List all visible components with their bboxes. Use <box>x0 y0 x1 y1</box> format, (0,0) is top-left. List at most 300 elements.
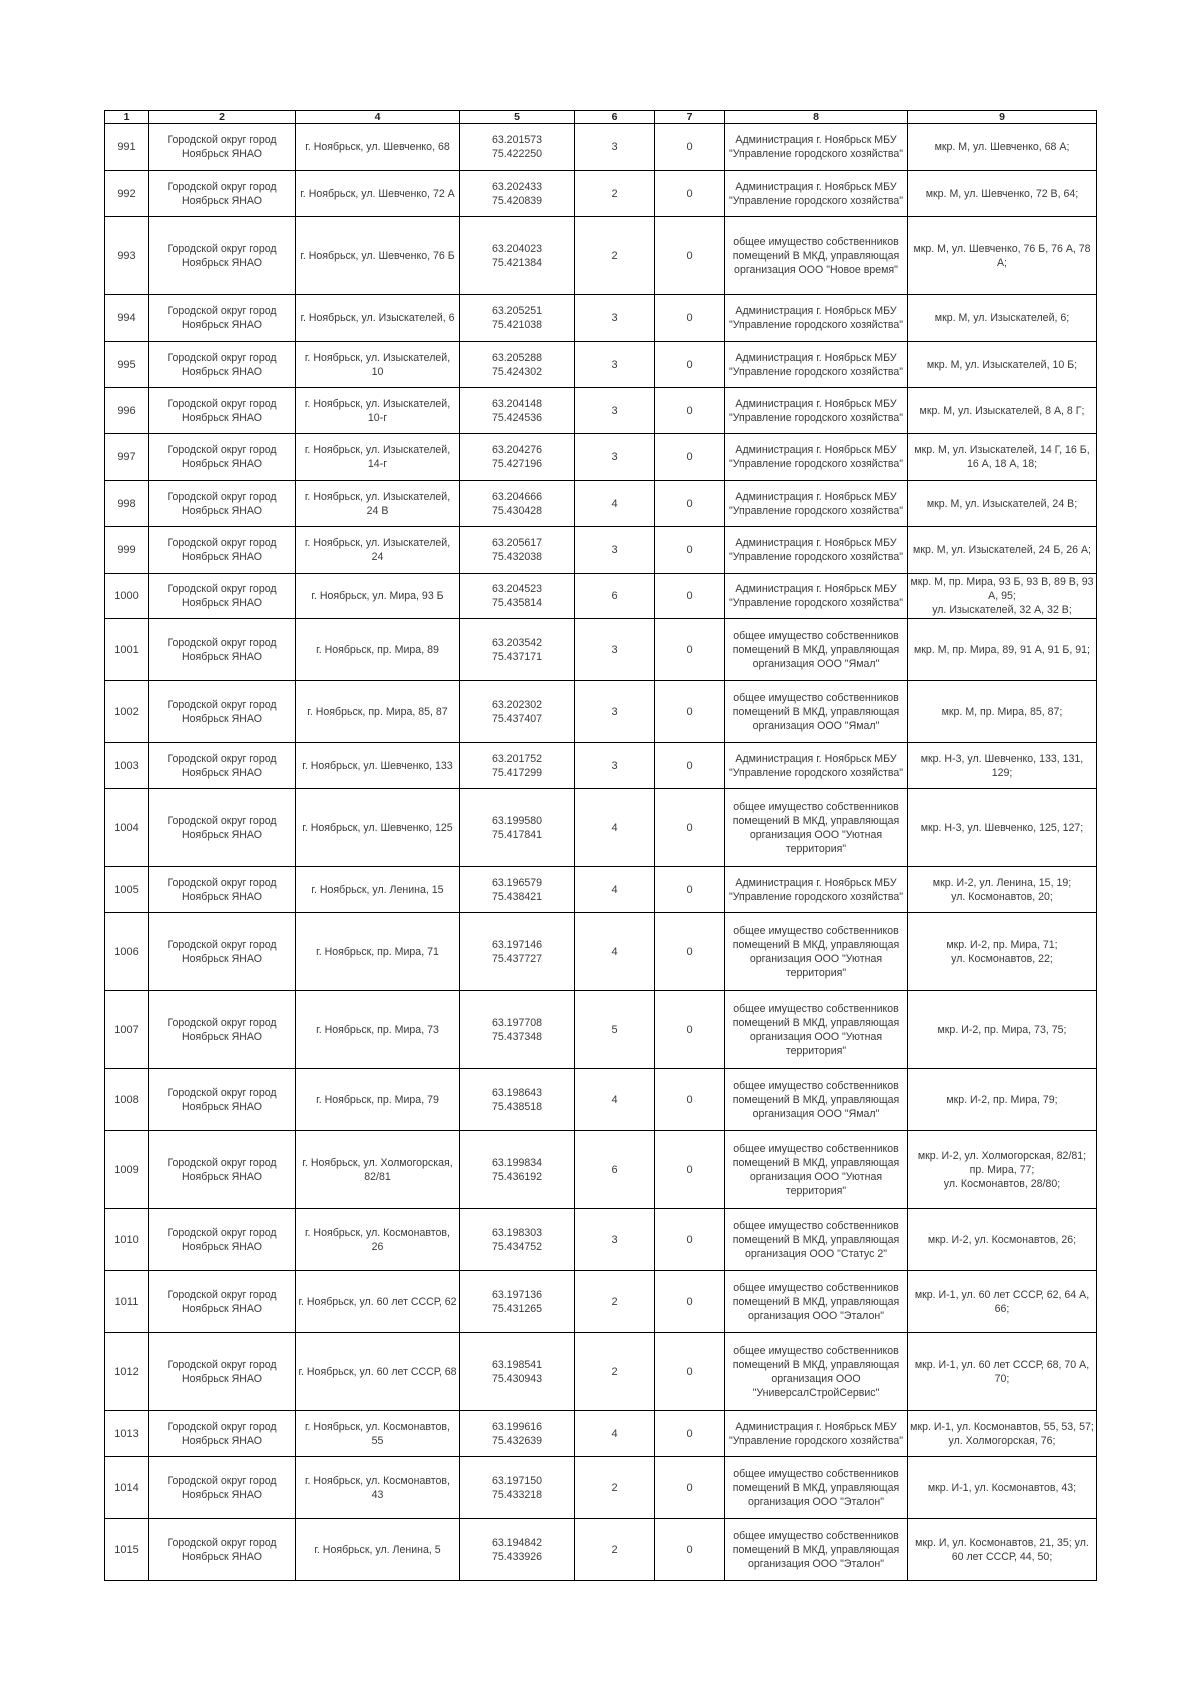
owner-cell: общее имущество собственников помещений В МКД, управляющая организация ООО "УниверсалСтройСервис" <box>725 1333 908 1411</box>
table-row <box>105 1209 1097 1271</box>
row-number: 1005 <box>105 867 149 913</box>
table-row <box>105 681 1097 743</box>
latitude: 63.202433 <box>491 180 543 193</box>
row-number: 1004 <box>105 789 149 867</box>
column-6-value: 3 <box>575 681 655 743</box>
address-cell: г. Ноябрьск, ул. Изыскателей, 14-г <box>296 434 460 481</box>
coordinates-cell <box>460 681 575 743</box>
column-6-value: 6 <box>575 574 655 619</box>
table-row <box>105 867 1097 913</box>
column-7-value: 0 <box>655 527 725 574</box>
row-number: 997 <box>105 434 149 481</box>
column-7-value: 0 <box>655 867 725 913</box>
municipality-cell: Городской округ город Ноябрьск ЯНАО <box>149 527 296 574</box>
longitude: 75.432038 <box>491 551 543 563</box>
served-addresses-cell <box>908 171 1097 217</box>
coordinates-cell <box>460 867 575 913</box>
coordinates-cell <box>460 619 575 681</box>
coordinates-cell <box>460 124 575 171</box>
address-cell: г. Ноябрьск, ул. Изыскателей, 10 <box>296 342 460 388</box>
served-addresses-cell <box>908 867 1097 913</box>
coordinates-cell <box>460 434 575 481</box>
municipality-cell: Городской округ город Ноябрьск ЯНАО <box>149 171 296 217</box>
table-row <box>105 217 1097 295</box>
column-7-value: 0 <box>655 1411 725 1457</box>
column-header: 7 <box>655 111 725 124</box>
longitude: 75.437407 <box>491 712 543 725</box>
latitude: 63.204523 <box>491 583 543 595</box>
coordinates-cell <box>460 527 575 574</box>
coordinates-cell <box>460 913 575 991</box>
coordinates-cell <box>460 789 575 867</box>
longitude: 75.434752 <box>491 1240 543 1253</box>
served-addresses: мкр. М, пр. Мира, 89, 91 А, 91 Б, 91; <box>914 643 1090 656</box>
longitude: 75.437171 <box>491 650 543 663</box>
header-row <box>105 111 1097 124</box>
owner-cell: общее имущество собственников помещений В МКД, управляющая организация ООО "Эталон" <box>725 1271 908 1333</box>
served-addresses: мкр. И-1, ул. 60 лет СССР, 68, 70 А, 70; <box>914 1358 1090 1385</box>
latitude: 63.194842 <box>491 1536 543 1549</box>
served-addresses-cell <box>908 991 1097 1069</box>
latitude: 63.201752 <box>491 752 543 765</box>
column-6-value: 3 <box>575 619 655 681</box>
longitude: 75.427196 <box>491 458 543 470</box>
served-addresses-cell <box>908 1457 1097 1519</box>
table-row <box>105 913 1097 991</box>
latitude: 63.196579 <box>491 876 543 889</box>
served-addresses-cell <box>908 481 1097 527</box>
table-row <box>105 1333 1097 1411</box>
table-row <box>105 789 1097 867</box>
served-addresses: мкр. М, ул. Изыскателей, 6; <box>934 312 1070 324</box>
latitude: 63.197136 <box>491 1288 543 1301</box>
column-6-value: 6 <box>575 1131 655 1209</box>
longitude: 75.424302 <box>491 365 543 378</box>
address-cell: г. Ноябрьск, ул. 60 лет СССР, 68 <box>296 1333 460 1411</box>
longitude: 75.433926 <box>491 1550 543 1563</box>
coordinates-cell <box>460 1069 575 1131</box>
served-addresses: мкр. М, ул. Изыскателей, 24 В; <box>926 497 1078 510</box>
column-6-value: 5 <box>575 991 655 1069</box>
served-addresses-cell <box>908 1131 1097 1209</box>
row-number: 1000 <box>105 574 149 619</box>
column-6-value: 2 <box>575 1519 655 1581</box>
municipality-cell: Городской округ город Ноябрьск ЯНАО <box>149 388 296 434</box>
row-number: 1003 <box>105 743 149 789</box>
latitude: 63.199834 <box>491 1156 543 1169</box>
served-addresses: мкр. И-2, ул. Космонавтов, 26; <box>927 1233 1077 1246</box>
owner-cell: Администрация г. Ноябрьск МБУ "Управление городского хозяйства" <box>725 124 908 171</box>
municipality-cell: Городской округ город Ноябрьск ЯНАО <box>149 1131 296 1209</box>
municipality-cell: Городской округ город Ноябрьск ЯНАО <box>149 217 296 295</box>
latitude: 63.204276 <box>491 444 543 456</box>
municipality-cell: Городской округ город Ноябрьск ЯНАО <box>149 1519 296 1581</box>
coordinates-cell <box>460 574 575 619</box>
column-6-value: 4 <box>575 867 655 913</box>
coordinates-cell <box>460 1131 575 1209</box>
latitude: 63.198303 <box>491 1226 543 1239</box>
coordinates-cell <box>460 743 575 789</box>
registry-table <box>104 110 1097 1581</box>
table-row <box>105 342 1097 388</box>
column-header: 5 <box>460 111 575 124</box>
coordinates-cell <box>460 1519 575 1581</box>
owner-cell: общее имущество собственников помещений В МКД, управляющая организация ООО "Эталон" <box>725 1457 908 1519</box>
served-addresses-cell <box>908 527 1097 574</box>
address-cell: г. Ноябрьск, ул. Изыскателей, 24 <box>296 527 460 574</box>
served-addresses: мкр. И-1, ул. 60 лет СССР, 62, 64 А, 66; <box>914 1288 1090 1315</box>
served-addresses-cell <box>908 388 1097 434</box>
address-cell: г. Ноябрьск, пр. Мира, 89 <box>296 619 460 681</box>
address-cell: г. Ноябрьск, ул. Космонавтов, 43 <box>296 1457 460 1519</box>
owner-cell: Администрация г. Ноябрьск МБУ "Управление городского хозяйства" <box>725 481 908 527</box>
longitude: 75.421384 <box>491 256 543 269</box>
served-addresses: мкр. М, ул. Шевченко, 68 А; <box>934 141 1070 153</box>
row-number: 996 <box>105 388 149 434</box>
table-row <box>105 481 1097 527</box>
column-7-value: 0 <box>655 295 725 342</box>
column-7-value: 0 <box>655 1069 725 1131</box>
served-addresses: мкр. М, ул. Изыскателей, 24 Б, 26 А; <box>913 544 1091 556</box>
column-6-value: 2 <box>575 1271 655 1333</box>
address-cell: г. Ноябрьск, ул. Космонавтов, 26 <box>296 1209 460 1271</box>
latitude: 63.197150 <box>491 1474 543 1487</box>
latitude: 63.205288 <box>491 351 543 364</box>
longitude: 75.436192 <box>491 1170 543 1183</box>
address-cell: г. Ноябрьск, ул. Мира, 93 Б <box>296 574 460 619</box>
column-7-value: 0 <box>655 1271 725 1333</box>
table-row <box>105 574 1097 619</box>
longitude: 75.438518 <box>491 1100 543 1113</box>
owner-cell: Администрация г. Ноябрьск МБУ "Управление городского хозяйства" <box>725 743 908 789</box>
row-number: 998 <box>105 481 149 527</box>
longitude: 75.424536 <box>491 411 543 424</box>
row-number: 1014 <box>105 1457 149 1519</box>
coordinates-cell <box>460 1209 575 1271</box>
table-row <box>105 295 1097 342</box>
municipality-cell: Городской округ город Ноябрьск ЯНАО <box>149 1209 296 1271</box>
column-7-value: 0 <box>655 1457 725 1519</box>
coordinates-cell <box>460 1411 575 1457</box>
longitude: 75.430943 <box>491 1372 543 1385</box>
table-row <box>105 991 1097 1069</box>
served-addresses: мкр. Н-3, ул. Шевченко, 125, 127; <box>920 821 1084 834</box>
table-row <box>105 1411 1097 1457</box>
municipality-cell: Городской округ город Ноябрьск ЯНАО <box>149 681 296 743</box>
owner-cell: общее имущество собственников помещений В МКД, управляющая организация ООО "Ямал" <box>725 1069 908 1131</box>
table-row <box>105 1457 1097 1519</box>
column-6-value: 2 <box>575 1333 655 1411</box>
served-addresses-cell <box>908 217 1097 295</box>
served-addresses: мкр. И-2, ул. Холмогорская, 82/81; пр. Мира, 77; ул. Космонавтов, 28/80; <box>917 1149 1087 1190</box>
column-header: 9 <box>908 111 1097 124</box>
column-7-value: 0 <box>655 342 725 388</box>
served-addresses: мкр. И-2, ул. Ленина, 15, 19; ул. Космонавтов, 20; <box>932 876 1072 903</box>
municipality-cell: Городской округ город Ноябрьск ЯНАО <box>149 789 296 867</box>
column-7-value: 0 <box>655 789 725 867</box>
owner-cell: Администрация г. Ноябрьск МБУ "Управление городского хозяйства" <box>725 388 908 434</box>
served-addresses-cell <box>908 681 1097 743</box>
served-addresses-cell <box>908 619 1097 681</box>
column-6-value: 4 <box>575 481 655 527</box>
column-7-value: 0 <box>655 1131 725 1209</box>
address-cell: г. Ноябрьск, ул. Ленина, 15 <box>296 867 460 913</box>
coordinates-cell <box>460 481 575 527</box>
longitude: 75.417299 <box>491 766 543 779</box>
longitude: 75.437727 <box>491 952 543 965</box>
column-6-value: 3 <box>575 124 655 171</box>
address-cell: г. Ноябрьск, ул. Шевченко, 133 <box>296 743 460 789</box>
served-addresses-cell <box>908 743 1097 789</box>
column-6-value: 3 <box>575 1209 655 1271</box>
row-number: 1010 <box>105 1209 149 1271</box>
longitude: 75.422250 <box>491 148 543 160</box>
served-addresses-cell <box>908 574 1097 619</box>
column-6-value: 3 <box>575 743 655 789</box>
column-7-value: 0 <box>655 217 725 295</box>
column-6-value: 2 <box>575 171 655 217</box>
municipality-cell: Городской округ город Ноябрьск ЯНАО <box>149 619 296 681</box>
owner-cell: Администрация г. Ноябрьск МБУ "Управление городского хозяйства" <box>725 171 908 217</box>
column-6-value: 3 <box>575 342 655 388</box>
longitude: 75.417841 <box>491 828 543 841</box>
longitude: 75.421038 <box>491 319 543 331</box>
row-number: 1009 <box>105 1131 149 1209</box>
column-7-value: 0 <box>655 681 725 743</box>
municipality-cell: Городской округ город Ноябрьск ЯНАО <box>149 434 296 481</box>
address-cell: г. Ноябрьск, пр. Мира, 79 <box>296 1069 460 1131</box>
served-addresses-cell <box>908 789 1097 867</box>
table-row <box>105 124 1097 171</box>
latitude: 63.205617 <box>491 537 543 549</box>
served-addresses-cell <box>908 1333 1097 1411</box>
column-6-value: 3 <box>575 388 655 434</box>
column-7-value: 0 <box>655 1209 725 1271</box>
column-header: 6 <box>575 111 655 124</box>
served-addresses: мкр. Н-3, ул. Шевченко, 133, 131, 129; <box>920 752 1084 779</box>
row-number: 992 <box>105 171 149 217</box>
latitude: 63.204148 <box>491 397 543 410</box>
column-header: 1 <box>105 111 149 124</box>
latitude: 63.204666 <box>491 490 543 503</box>
longitude: 75.433218 <box>491 1488 543 1501</box>
owner-cell: общее имущество собственников помещений В МКД, управляющая организация ООО "Статус 2" <box>725 1209 908 1271</box>
served-addresses-cell <box>908 913 1097 991</box>
served-addresses-cell <box>908 1271 1097 1333</box>
served-addresses-cell <box>908 1069 1097 1131</box>
owner-cell: общее имущество собственников помещений В МКД, управляющая организация ООО "Уютная территория" <box>725 1131 908 1209</box>
column-7-value: 0 <box>655 743 725 789</box>
row-number: 1002 <box>105 681 149 743</box>
address-cell: г. Ноябрьск, пр. Мира, 85, 87 <box>296 681 460 743</box>
served-addresses: мкр. М, пр. Мира, 93 Б, 93 В, 89 В, 93 А, 95; ул. Изыскателей, 32 А, 32 В; <box>910 576 1094 616</box>
owner-cell: общее имущество собственников помещений В МКД, управляющая организация ООО "Уютная территория" <box>725 991 908 1069</box>
coordinates-cell <box>460 171 575 217</box>
table-row <box>105 743 1097 789</box>
latitude: 63.203542 <box>491 636 543 649</box>
served-addresses: мкр. М, ул. Шевченко, 76 Б, 76 А, 78 А; <box>913 242 1091 269</box>
address-cell: г. Ноябрьск, ул. Холмогорская, 82/81 <box>296 1131 460 1209</box>
municipality-cell: Городской округ город Ноябрьск ЯНАО <box>149 481 296 527</box>
owner-cell: Администрация г. Ноябрьск МБУ "Управление городского хозяйства" <box>725 342 908 388</box>
latitude: 63.197146 <box>491 938 543 951</box>
municipality-cell: Городской округ город Ноябрьск ЯНАО <box>149 1271 296 1333</box>
address-cell: г. Ноябрьск, ул. Шевченко, 76 Б <box>296 217 460 295</box>
municipality-cell: Городской округ город Ноябрьск ЯНАО <box>149 913 296 991</box>
address-cell: г. Ноябрьск, ул. 60 лет СССР, 62 <box>296 1271 460 1333</box>
latitude: 63.201573 <box>491 134 543 146</box>
latitude: 63.205251 <box>491 305 543 317</box>
owner-cell: Администрация г. Ноябрьск МБУ "Управление городского хозяйства" <box>725 527 908 574</box>
municipality-cell: Городской округ город Ноябрьск ЯНАО <box>149 1457 296 1519</box>
latitude: 63.199580 <box>491 814 543 827</box>
column-6-value: 4 <box>575 1411 655 1457</box>
coordinates-cell <box>460 295 575 342</box>
column-header: 4 <box>296 111 460 124</box>
table-row <box>105 527 1097 574</box>
table-row <box>105 1519 1097 1581</box>
longitude: 75.438421 <box>491 890 543 903</box>
table-row <box>105 1069 1097 1131</box>
owner-cell: общее имущество собственников помещений В МКД, управляющая организация ООО "Уютная территория" <box>725 789 908 867</box>
served-addresses: мкр. И-1, ул. Космонавтов, 43; <box>927 1481 1077 1494</box>
column-6-value: 3 <box>575 527 655 574</box>
column-7-value: 0 <box>655 434 725 481</box>
registry-page <box>104 110 1096 1581</box>
row-number: 995 <box>105 342 149 388</box>
longitude: 75.420839 <box>491 194 543 207</box>
municipality-cell: Городской округ город Ноябрьск ЯНАО <box>149 743 296 789</box>
served-addresses: мкр. М, ул. Изыскателей, 8 А, 8 Г; <box>919 404 1085 417</box>
row-number: 1015 <box>105 1519 149 1581</box>
column-header: 2 <box>149 111 296 124</box>
column-6-value: 4 <box>575 789 655 867</box>
column-7-value: 0 <box>655 1519 725 1581</box>
table-row <box>105 1131 1097 1209</box>
row-number: 1001 <box>105 619 149 681</box>
row-number: 1008 <box>105 1069 149 1131</box>
municipality-cell: Городской округ город Ноябрьск ЯНАО <box>149 574 296 619</box>
address-cell: г. Ноябрьск, ул. Изыскателей, 10-г <box>296 388 460 434</box>
row-number: 993 <box>105 217 149 295</box>
address-cell: г. Ноябрьск, ул. Изыскателей, 6 <box>296 295 460 342</box>
row-number: 1011 <box>105 1271 149 1333</box>
owner-cell: общее имущество собственников помещений В МКД, управляющая организация ООО "Эталон" <box>725 1519 908 1581</box>
served-addresses: мкр. И-2, пр. Мира, 79; <box>946 1093 1058 1106</box>
row-number: 991 <box>105 124 149 171</box>
served-addresses: мкр. М, ул. Шевченко, 72 В, 64; <box>925 187 1079 200</box>
coordinates-cell <box>460 217 575 295</box>
owner-cell: Администрация г. Ноябрьск МБУ "Управление городского хозяйства" <box>725 295 908 342</box>
served-addresses: мкр. М, ул. Изыскателей, 14 Г, 16 Б, 16 А, 18 А, 18; <box>914 444 1090 470</box>
owner-cell: общее имущество собственников помещений В МКД, управляющая организация ООО "Уютная территория" <box>725 913 908 991</box>
coordinates-cell <box>460 342 575 388</box>
served-addresses: мкр. И-1, ул. Космонавтов, 55, 53, 57; ул. Холмогорская, 76; <box>910 1420 1094 1447</box>
municipality-cell: Городской округ город Ноябрьск ЯНАО <box>149 991 296 1069</box>
table-row <box>105 1271 1097 1333</box>
owner-cell: Администрация г. Ноябрьск МБУ "Управление городского хозяйства" <box>725 867 908 913</box>
coordinates-cell <box>460 1271 575 1333</box>
column-6-value: 3 <box>575 295 655 342</box>
column-7-value: 0 <box>655 1333 725 1411</box>
table-row <box>105 434 1097 481</box>
row-number: 999 <box>105 527 149 574</box>
column-header: 8 <box>725 111 908 124</box>
municipality-cell: Городской округ город Ноябрьск ЯНАО <box>149 1411 296 1457</box>
served-addresses-cell <box>908 1519 1097 1581</box>
owner-cell: Администрация г. Ноябрьск МБУ "Управление городского хозяйства" <box>725 574 908 619</box>
served-addresses-cell <box>908 1411 1097 1457</box>
longitude: 75.435814 <box>491 597 543 609</box>
municipality-cell: Городской округ город Ноябрьск ЯНАО <box>149 124 296 171</box>
address-cell: г. Ноябрьск, ул. Изыскателей, 24 В <box>296 481 460 527</box>
served-addresses-cell <box>908 342 1097 388</box>
municipality-cell: Городской округ город Ноябрьск ЯНАО <box>149 295 296 342</box>
owner-cell: Администрация г. Ноябрьск МБУ "Управление городского хозяйства" <box>725 434 908 481</box>
served-addresses-cell <box>908 124 1097 171</box>
address-cell: г. Ноябрьск, ул. Ленина, 5 <box>296 1519 460 1581</box>
municipality-cell: Городской округ город Ноябрьск ЯНАО <box>149 1069 296 1131</box>
column-7-value: 0 <box>655 574 725 619</box>
column-6-value: 4 <box>575 913 655 991</box>
column-7-value: 0 <box>655 481 725 527</box>
column-6-value: 2 <box>575 1457 655 1519</box>
served-addresses: мкр. М, ул. Изыскателей, 10 Б; <box>926 358 1078 371</box>
served-addresses: мкр. И-2, пр. Мира, 73, 75; <box>937 1023 1067 1036</box>
column-6-value: 2 <box>575 217 655 295</box>
row-number: 1007 <box>105 991 149 1069</box>
row-number: 1013 <box>105 1411 149 1457</box>
latitude: 63.197708 <box>491 1016 543 1029</box>
coordinates-cell <box>460 1333 575 1411</box>
owner-cell: Администрация г. Ноябрьск МБУ "Управление городского хозяйства" <box>725 1411 908 1457</box>
served-addresses: мкр. М, пр. Мира, 85, 87; <box>941 705 1063 718</box>
row-number: 994 <box>105 295 149 342</box>
table-row <box>105 388 1097 434</box>
column-6-value: 3 <box>575 434 655 481</box>
longitude: 75.432639 <box>491 1434 543 1447</box>
column-7-value: 0 <box>655 619 725 681</box>
municipality-cell: Городской округ город Ноябрьск ЯНАО <box>149 1333 296 1411</box>
coordinates-cell <box>460 388 575 434</box>
latitude: 63.204023 <box>491 242 543 255</box>
column-7-value: 0 <box>655 388 725 434</box>
municipality-cell: Городской округ город Ноябрьск ЯНАО <box>149 867 296 913</box>
address-cell: г. Ноябрьск, ул. Космонавтов, 55 <box>296 1411 460 1457</box>
row-number: 1012 <box>105 1333 149 1411</box>
address-cell: г. Ноябрьск, пр. Мира, 71 <box>296 913 460 991</box>
served-addresses: мкр. И-2, пр. Мира, 71; ул. Космонавтов, 22; <box>946 938 1058 965</box>
longitude: 75.437348 <box>491 1030 543 1043</box>
coordinates-cell <box>460 991 575 1069</box>
latitude: 63.198541 <box>491 1358 543 1371</box>
row-number: 1006 <box>105 913 149 991</box>
served-addresses-cell <box>908 434 1097 481</box>
served-addresses-cell <box>908 1209 1097 1271</box>
address-cell: г. Ноябрьск, ул. Шевченко, 72 А <box>296 171 460 217</box>
served-addresses: мкр. И, ул. Космонавтов, 21, 35; ул. 60 лет СССР, 44, 50; <box>915 1536 1089 1563</box>
address-cell: г. Ноябрьск, ул. Шевченко, 125 <box>296 789 460 867</box>
table-row <box>105 619 1097 681</box>
address-cell: г. Ноябрьск, пр. Мира, 73 <box>296 991 460 1069</box>
owner-cell: общее имущество собственников помещений В МКД, управляющая организация ООО "Ямал" <box>725 619 908 681</box>
coordinates-cell <box>460 1457 575 1519</box>
latitude: 63.202302 <box>491 698 543 711</box>
column-6-value: 4 <box>575 1069 655 1131</box>
column-7-value: 0 <box>655 913 725 991</box>
served-addresses-cell <box>908 295 1097 342</box>
address-cell: г. Ноябрьск, ул. Шевченко, 68 <box>296 124 460 171</box>
